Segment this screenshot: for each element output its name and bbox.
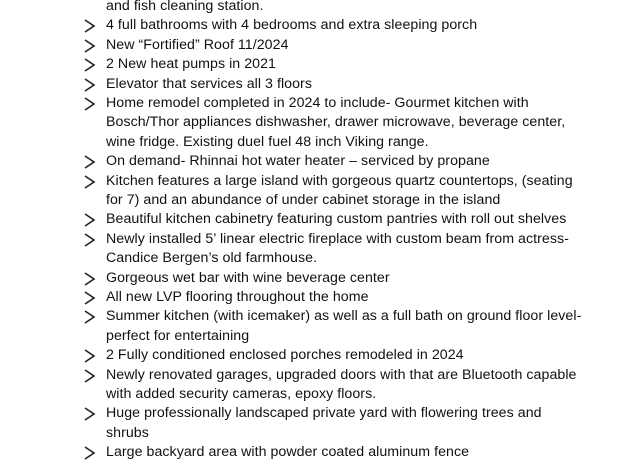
list-item: Gorgeous wet bar with wine beverage center	[106, 269, 390, 286]
list-item: Kitchen features a large island with gorgeous quartz countertops, (seating	[106, 172, 573, 189]
list-item: Beautiful kitchen cabinetry featuring custom pantries with roll out shelves	[106, 211, 567, 228]
list-item: 2 New heat pumps in 2021	[106, 56, 276, 73]
list-item: Elevator that services all 3 floors	[106, 75, 312, 92]
arrow-bullet-icon	[84, 58, 96, 72]
list-item: 2 Fully conditioned enclosed porches remodeled in 2024	[106, 347, 464, 364]
list-item: On demand- Rhinnai hot water heater – serviced by propane	[106, 153, 490, 170]
arrow-bullet-icon	[84, 349, 96, 363]
arrow-bullet-icon	[84, 213, 96, 227]
list-item: Newly renovated garages, upgraded doors with that are Bluetooth capable	[106, 366, 577, 383]
arrow-bullet-icon	[84, 291, 96, 305]
arrow-bullet-icon	[84, 175, 96, 189]
list-item: Home remodel completed in 2024 to include- Gourmet kitchen with	[106, 95, 529, 111]
arrow-bullet-icon	[84, 310, 96, 324]
list-item: New “Fortified” Roof 11/2024	[106, 36, 289, 53]
arrow-bullet-icon	[84, 19, 96, 33]
arrow-bullet-icon	[84, 97, 96, 111]
arrow-bullet-icon	[84, 407, 96, 421]
list-item-continuation: Bosch/Thor appliances dishwasher, drawer microwave, beverage center,	[106, 114, 566, 131]
list-item-continuation: for 7) and an abundance of under cabinet storage in the island	[106, 192, 501, 208]
arrow-bullet-icon	[84, 78, 96, 92]
list-item: Large backyard area with powder coated aluminum fence	[106, 444, 470, 460]
arrow-bullet-icon	[84, 369, 96, 383]
list-item-continuation: and fish cleaning station.	[106, 0, 264, 14]
list-item: All new LVP flooring throughout the home	[106, 289, 369, 305]
arrow-bullet-icon	[84, 446, 96, 460]
list-item-continuation: with added security cameras, epoxy floors.	[106, 386, 377, 402]
arrow-bullet-icon	[84, 233, 96, 247]
list-item: Newly installed 5’ linear electric fireplace with custom beam from actress-	[106, 230, 569, 247]
list-item-continuation: Candice Bergen’s old farmhouse.	[106, 250, 318, 267]
list-item-continuation: shrubs	[106, 424, 149, 441]
arrow-bullet-icon	[84, 39, 96, 53]
arrow-bullet-icon	[84, 155, 96, 169]
list-item-continuation: wine fridge. Existing duel fuel 48 inch Viking range.	[106, 133, 429, 150]
arrow-bullet-icon	[84, 272, 96, 286]
list-item: Summer kitchen (with icemaker) as well as a full bath on ground floor level-	[106, 308, 582, 325]
list-item: Huge professionally landscaped private yard with flowering trees and	[106, 405, 542, 422]
list-item: 4 full bathrooms with 4 bedrooms and extra sleeping porch	[106, 17, 478, 34]
list-item-continuation: perfect for entertaining	[106, 327, 250, 344]
